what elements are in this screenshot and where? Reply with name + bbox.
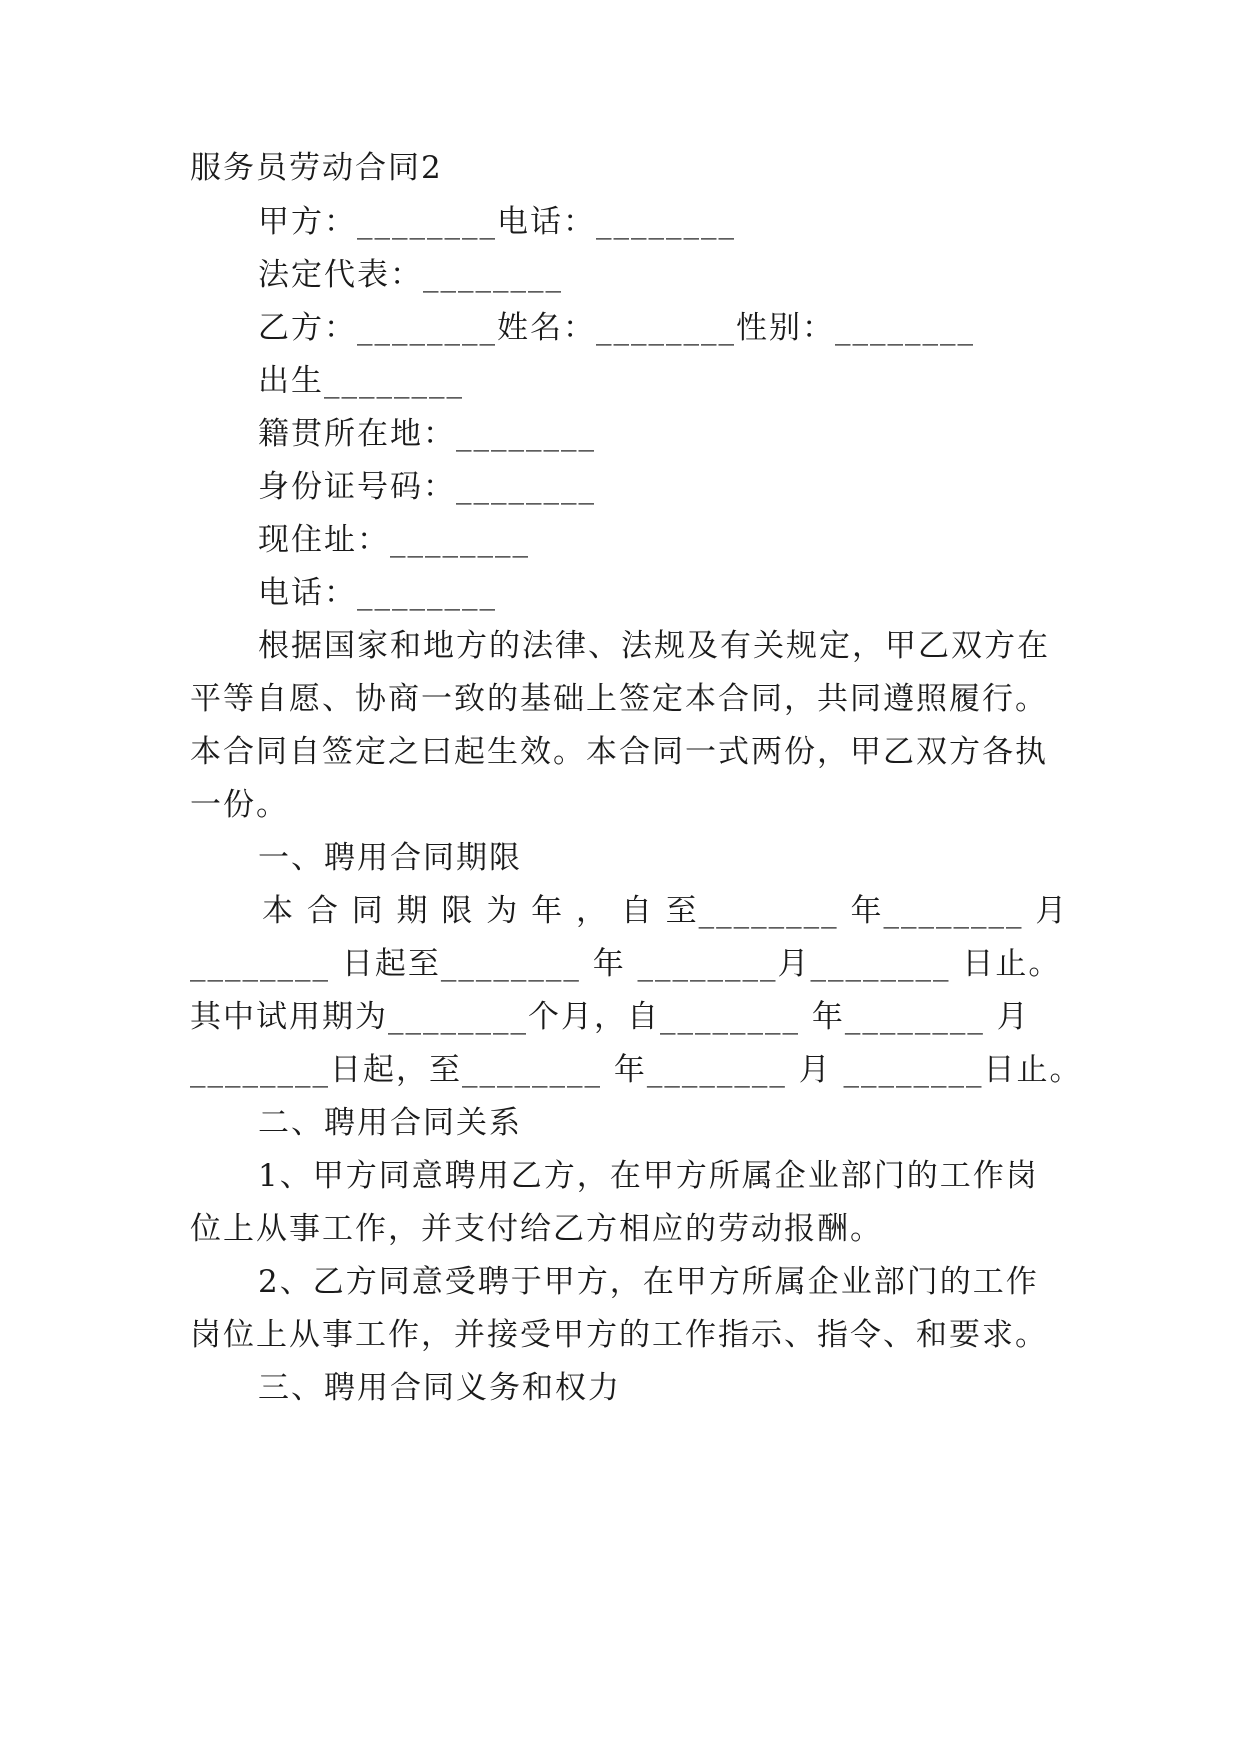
- term-line-4: ________日起，至________ 年________ 月 ________日止。: [190, 1052, 1083, 1088]
- native-place-line: 籍贯所在地：________: [258, 416, 596, 452]
- section-heading-3: 三、聘用合同义务和权力: [258, 1370, 621, 1406]
- term-line-1: 本 合 同 期 限 为 年 ， 自 至________ 年________ 月: [262, 893, 1069, 929]
- clause-2-line-1: 2、乙方同意受聘于甲方，在甲方所属企业部门的工作: [258, 1264, 1039, 1300]
- id-number-line: 身份证号码：________: [258, 469, 596, 505]
- birth-line: 出生________: [258, 363, 464, 399]
- legal-representative-line: 法定代表：________: [258, 257, 563, 293]
- document-title: 服务员劳动合同2: [190, 150, 443, 186]
- clause-2-line-2: 岗位上从事工作，并接受甲方的工作指示、指令、和要求。: [190, 1317, 1048, 1353]
- preamble-line-3: 本合同自签定之曰起生效。本合同一式两份，甲乙双方各执: [190, 734, 1048, 770]
- preamble-line-2: 平等自愿、协商一致的基础上签定本合同，共同遵照履行。: [190, 681, 1048, 717]
- section-heading-2: 二、聘用合同关系: [258, 1105, 522, 1141]
- party-a-line: 甲方：________电话：________: [258, 204, 736, 240]
- clause-1-line-1: 1、甲方同意聘用乙方，在甲方所属企业部门的工作岗: [258, 1158, 1039, 1194]
- party-b-line: 乙方：________姓名：________性别：________: [258, 310, 975, 346]
- preamble-line-1: 根据国家和地方的法律、法规及有关规定，甲乙双方在: [258, 628, 1050, 664]
- term-line-3: 其中试用期为________个月，自________ 年________ 月: [190, 999, 1030, 1035]
- address-line: 现住址：________: [258, 522, 530, 558]
- clause-1-line-2: 位上从事工作，并支付给乙方相应的劳动报酬。: [190, 1211, 883, 1247]
- phone-line: 电话：________: [258, 575, 497, 611]
- term-line-2: ________ 日起至________ 年 ________月________ 日止。: [190, 946, 1062, 982]
- preamble-line-4: 一份。: [190, 787, 289, 823]
- section-heading-1: 一、聘用合同期限: [258, 840, 522, 876]
